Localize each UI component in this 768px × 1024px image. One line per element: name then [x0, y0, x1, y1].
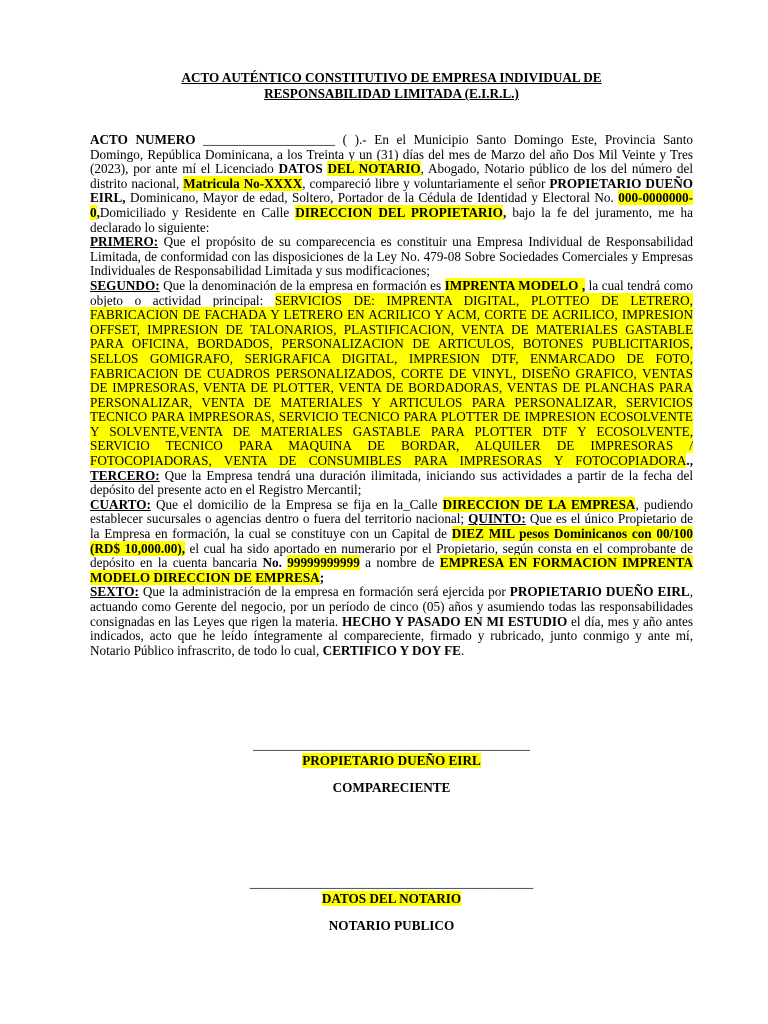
text-run: ,: [502, 204, 507, 220]
text-run: , compareció libre y voluntariamente el señor: [302, 175, 550, 191]
highlighted-text: 99999999999: [287, 555, 360, 571]
text-run: PROPIETARIO DUEÑO EIRL: [509, 584, 690, 600]
text-run: la cual tendrá como objeto o actividad principal:: [90, 277, 693, 308]
text-run: Que la denominación de la empresa en formación es: [159, 277, 445, 293]
highlighted-text: IMPRENTA MODELO ,: [444, 277, 586, 293]
text-run: SEGUNDO:: [90, 277, 160, 293]
signer-name: DATOS DEL NOTARIO: [321, 891, 462, 906]
text-run: Que la Empresa tendrá una duración ilimitada, iniciando sus actividades a partir de la fecha del depósito del presente acto en el Registro Mercantil;: [90, 467, 693, 498]
text-run: ,: [96, 204, 100, 220]
text-run: No.: [262, 555, 288, 571]
text-run: ;: [319, 569, 325, 585]
text-run: Que es el único Propietario de la Empresa en formación, la cual se constituye con un Capital de: [90, 511, 693, 542]
document-title: [90, 70, 693, 102]
text-run: bajo la fe del juramento, me ha declarado lo siguiente:: [90, 204, 693, 235]
clause-acto-numero: [90, 133, 693, 235]
document-body: [90, 133, 693, 658]
text-run: ACTO NUMERO: [90, 132, 196, 147]
text-run: .,: [686, 453, 693, 469]
signature-line: __________________________________________: [253, 737, 530, 752]
text-run: CERTIFICO Y DOY FE: [322, 642, 461, 658]
text-run: DATOS: [278, 161, 328, 177]
title-line-2: RESPONSABILIDAD LIMITADA (E.I.R.L.): [264, 86, 519, 101]
text-run: , pudiendo establecer sucursales o agencias dentro o fuera del territorio nacional;: [90, 496, 693, 527]
title-line-1: ACTO AUTÉNTICO CONSTITUTIVO DE EMPRESA INDIVIDUAL DE: [181, 70, 602, 85]
text-run: Que la administración de la empresa en formación será ejercida por: [138, 584, 510, 600]
text-run: ____________________ ( ).- En el Municipio Santo Domingo Este, Provincia Santo Domingo, República Dominicana, a los Treinta y un (31) días del mes de Marzo del año Dos Mil Veinte y Tres (2023), por ante mí el Licenciado: [90, 132, 693, 177]
text-run: QUINTO:: [468, 511, 526, 527]
text-run: , Abogado, Notario público de los del número del distrito nacional,: [90, 161, 694, 191]
text-run: TERCERO:: [90, 467, 160, 483]
signature-line: ___________________________________________: [249, 875, 534, 890]
highlighted-text: EMPRESA EN FORMACION IMPRENTA MODELO DIRECCION DE EMPRESA: [90, 555, 693, 585]
text-run: PRIMERO:: [90, 234, 159, 250]
clause-segundo: [90, 279, 693, 498]
highlighted-text: SERVICIOS DE: IMPRENTA DIGITAL, PLOTTEO DE LETRERO, FABRICACION DE FACHADA Y LETRERO EN ACRILICO Y ACM, CORTE DE ACRILICO, IMPRESION OFFSET, IMPRESION DE TALONARIOS, PLASTIFICACION, VENTA DE MATERIALES GASTABLE PARA OFICINA, BORDADOS, PERSONALIZACION DE ARTICULOS, BOTONES PUBLICITARIOS, SELLOS GOMIGRAFO, SERIGRAFICA DIGITAL, IMPRESION DTF, ENMARCADO DE FOTO, FABRICACION DE CUADROS PERSONALIZADOS, CORTE DE VINYL, DISEÑO GRAFICO, VENTAS DE IMPRESORAS, VENTA DE PLOTTER, VENTA DE BORDADORAS, VENTAS DE PLANCHAS PARA PERSONALIZAR, VENTA DE MATERIALES Y ARTICULOS PARA PERSONALIZAR, SERVICIOS TECNICO PARA IMPRESORAS, SERVICIO TECNICO PARA PLOTTER DE IMPRESION ECOSOLVENTE Y SOLVENTE,VENTA DE MATERIALES GASTABLE PARA PLOTTER DTF Y ECOSOLVENTE, SERVICIO TECNICO PARA MAQUINA DE BORDAR, ALQUILER DE IMPRESORAS / FOTOCOPIADORAS, VENTA DE CONSUMIBLES PARA IMPRESORAS Y FOTOCOPIADORA: [90, 292, 693, 469]
signature-block-compareciente: [90, 737, 693, 796]
signer-role: COMPARECIENTE: [332, 780, 451, 795]
signer-role: NOTARIO PUBLICO: [328, 918, 455, 933]
text-run: , actuando como Gerente del negocio, por un período de cinco (05) años y asumiendo todas las responsabilidades consignadas en las Leyes que rigen la materia.: [90, 584, 693, 629]
text-run: CUARTO:: [90, 496, 151, 512]
signer-name: PROPIETARIO DUEÑO EIRL: [302, 753, 481, 768]
text-run: .: [460, 642, 465, 658]
text-run: Que el domicilio de la Empresa se fija en la_Calle: [150, 496, 443, 512]
text-run: SEXTO:: [90, 584, 139, 600]
signature-block-notario: [90, 875, 693, 934]
highlighted-text: DIEZ MIL pesos Dominicanos con 00/100 (RD$ 10,000.00),: [90, 526, 693, 556]
text-run: PROPIETARIO DUEÑO EIRL,: [90, 175, 693, 206]
text-run: HECHO Y PASADO EN MI ESTUDIO: [342, 613, 568, 629]
text-run: Domiciliado y Residente en Calle: [99, 204, 296, 220]
clause-sexto: [90, 585, 693, 658]
text-run: a nombre de: [359, 555, 440, 571]
text-run: el día, mes y año antes indicados, acto que he leído íntegramente al compareciente, firmado y rubricado, junto conmigo y ante mí, Notario Público infrascrito, de todo lo cual,: [90, 613, 694, 658]
highlighted-text: DEL NOTARIO: [327, 161, 421, 177]
highlighted-text: DIRECCION DEL PROPIETARIO: [295, 204, 503, 220]
highlighted-text: 000-0000000-0: [90, 190, 693, 220]
clause-primero: [90, 235, 693, 279]
highlighted-text: Matricula No-XXXX: [183, 175, 303, 191]
text-run: Dominicano, Mayor de edad, Soltero, Portador de la Cédula de Identidad y Electoral No.: [125, 190, 619, 206]
text-run: el cual ha sido aportado en numerario por el Propietario, según consta en el comprobante de depósito en la cuenta bancaria: [90, 540, 693, 571]
clause-cuarto: [90, 498, 693, 586]
highlighted-text: DIRECCION DE LA EMPRESA: [442, 496, 636, 512]
text-run: Que el propósito de su comparecencia es constituir una Empresa Individual de Responsabilidad Limitada, de conformidad con las disposiciones de la Ley No. 479-08 Sobre Sociedades Comerciales y Empresas Individuales de Responsabilidad Limitada y sus modificaciones;: [90, 234, 693, 279]
